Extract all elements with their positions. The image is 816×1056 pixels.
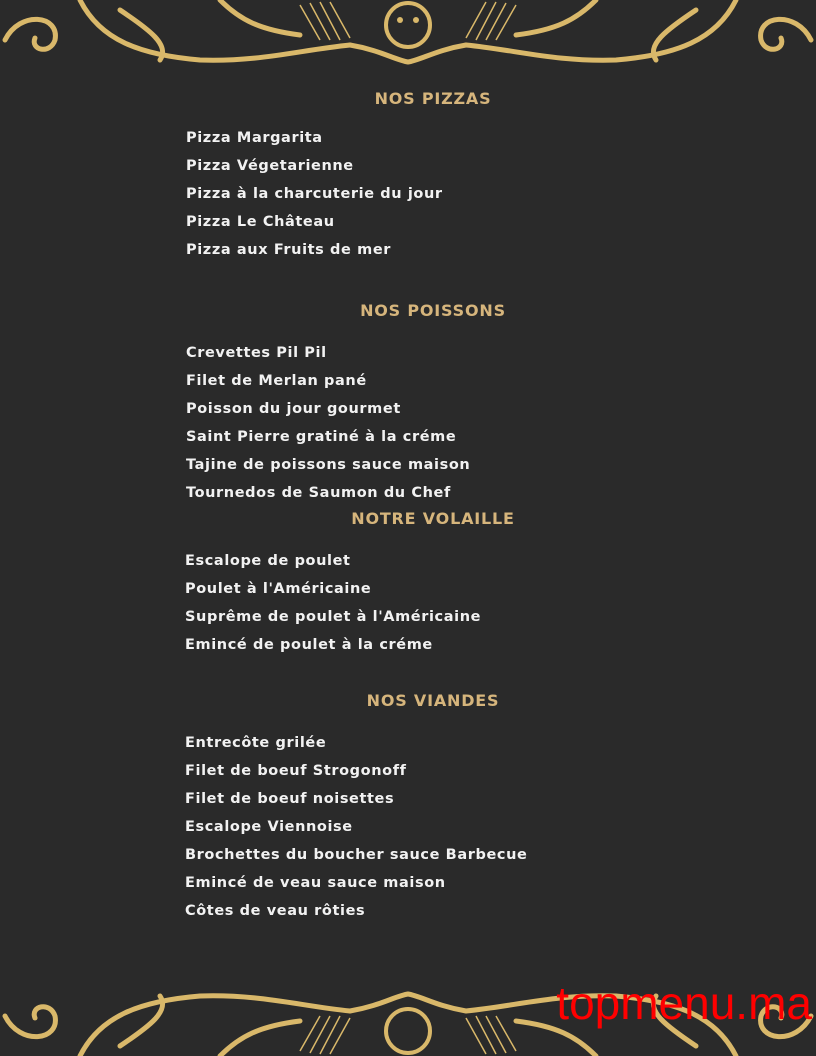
menu-item: Suprême de poulet à l'Américaine [185,609,482,625]
menu-item: Entrecôte grilée [185,735,327,751]
menu-item: Filet de boeuf noisettes [185,791,395,807]
menu-item: Pizza aux Fruits de mer [186,242,392,258]
menu-item: Pizza Le Château [186,214,335,230]
menu-list [186,128,443,268]
section-title: NOS VIANDES [366,691,500,710]
menu-item: Pizza Margarita [186,130,323,146]
menu-item: Filet de boeuf Strogonoff [185,763,407,779]
watermark: topmenu.ma [556,977,812,1029]
menu-item: Tournedos de Saumon du Chef [186,485,451,501]
section-title: NOS POISSONS [360,301,506,320]
menu-list [185,733,527,929]
menu-item: Crevettes Pil Pil [186,345,327,361]
ornament-top [0,0,816,70]
menu-item: Escalope de poulet [185,553,351,569]
menu-item: Emincé de veau sauce maison [185,875,446,891]
menu-list [186,343,470,511]
menu-item: Escalope Viennoise [185,819,353,835]
menu-item: Côtes de veau rôties [185,903,366,919]
menu-item: Pizza à la charcuterie du jour [186,186,443,202]
menu-item: Emincé de poulet à la créme [185,637,433,653]
menu-item: Filet de Merlan pané [186,373,367,389]
menu-item: Pizza Végetarienne [186,158,354,174]
section-title: NOS PIZZAS [374,89,492,108]
menu-item: Tajine de poissons sauce maison [186,457,471,473]
menu-item: Brochettes du boucher sauce Barbecue [185,847,528,863]
menu-list [185,551,481,663]
menu-item: Saint Pierre gratiné à la créme [186,429,457,445]
menu-item: Poulet à l'Américaine [185,581,372,597]
section-title: NOTRE VOLAILLE [351,509,515,528]
menu-item: Poisson du jour gourmet [186,401,401,417]
